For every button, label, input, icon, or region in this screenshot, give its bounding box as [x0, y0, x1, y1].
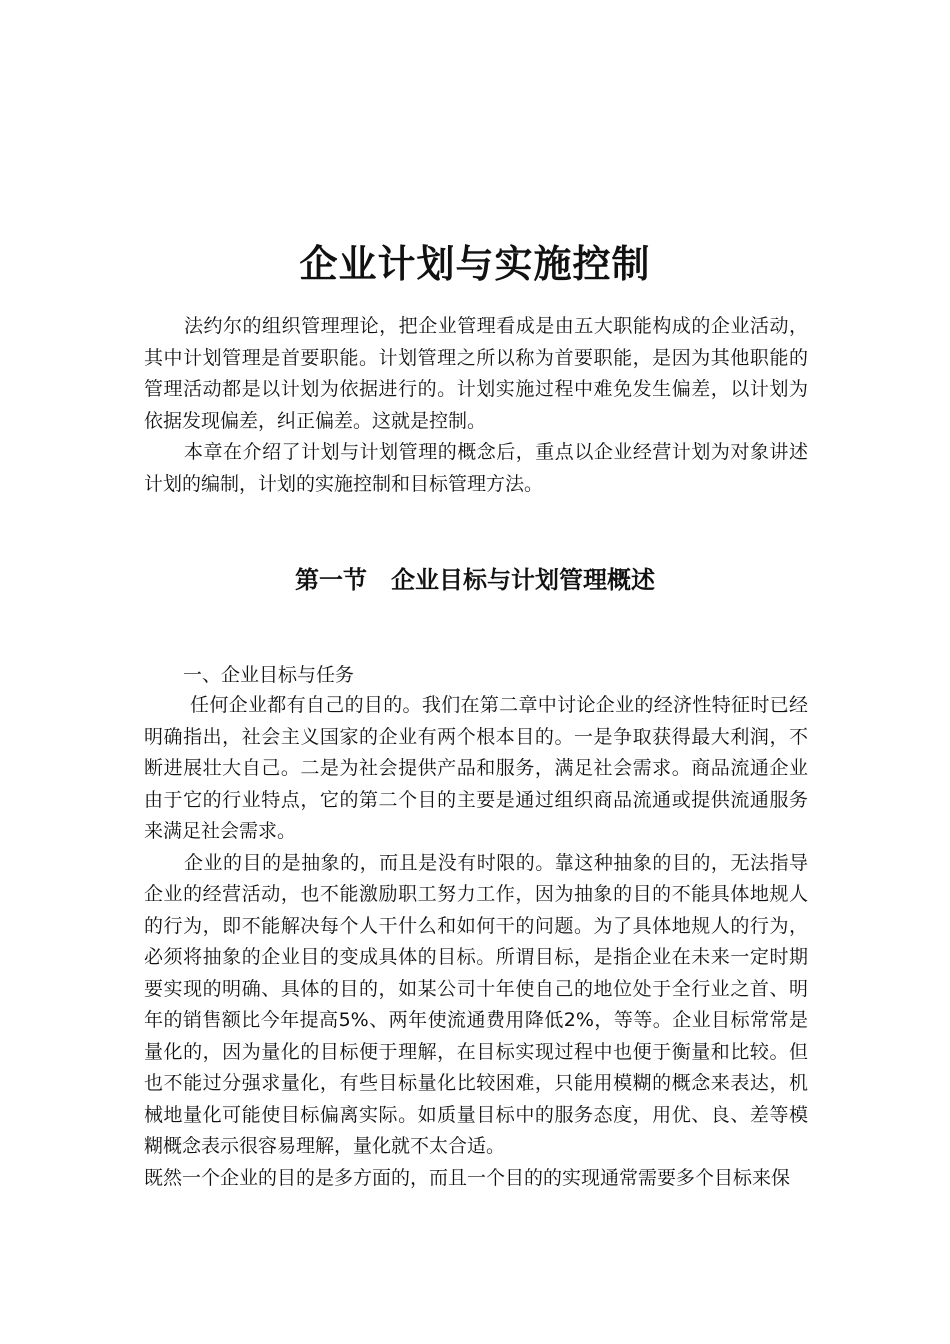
- body-paragraph: 既然一个企业的目的是多方面的，而且一个目的的实现通常需要多个目标来保: [144, 1166, 791, 1189]
- subheading: 一、企业目标与任务: [183, 664, 355, 686]
- intro-section: [144, 311, 808, 500]
- body-section: [144, 690, 808, 1194]
- document-title: 企业计划与实施控制: [299, 242, 651, 286]
- body-paragraph: 企业的目的是抽象的，而且是没有时限的。靠这种抽象的目的，无法指导企业的经营活动，也不能激励职工努力工作，因为抽象的目的不能具体地规人的行为，即不能解决每个人干什么和如何干的问题。为了具体地规人的行为，必须将抽象的企业目的变成具体的目标。所谓目标，是指企业在未来一定时期要实现的明确、具体的目的，如某公司十年使自己的地位处于全行业之首、明年的销售额比今年提高5%、两年使流通费用降低2%，等等。企业目标常常是量化的，因为量化的目标便于理解，在目标实现过程中也便于衡量和比较。但也不能过分强求量化，有些目标量化比较困难，只能用模糊的概念来表达，机械地量化可能使目标偏离实际。如质量目标中的服务态度，用优、良、差等模糊概念表示很容易理解，量化就不太合适。: [144, 851, 808, 1157]
- body-paragraph: 任何企业都有自己的目的。我们在第二章中讨论企业的经济性特征时已经明确指出，社会主义国家的企业有两个根本目的。一是争取获得最大利润，不断进展壮大自己。二是为社会提供产品和服务，满足社会需求。商品流通企业由于它的行业特点，它的第二个目的主要是通过组织商品流通或提供流通服务来满足社会需求。: [144, 694, 808, 842]
- intro-paragraph: 本章在介绍了计划与计划管理的概念后，重点以企业经营计划为对象讲述计划的编制，计划的实施控制和目标管理方法。: [144, 441, 808, 495]
- intro-paragraph: 法约尔的组织管理理论，把企业管理看成是由五大职能构成的企业活动，其中计划管理是首要职能。计划管理之所以称为首要职能，是因为其他职能的管理活动都是以计划为依据进行的。计划实施过程中难免发生偏差，以计划为依据发现偏差，纠正偏差。这就是控制。: [144, 315, 808, 432]
- section-title: 第一节 企业目标与计划管理概述: [295, 566, 655, 594]
